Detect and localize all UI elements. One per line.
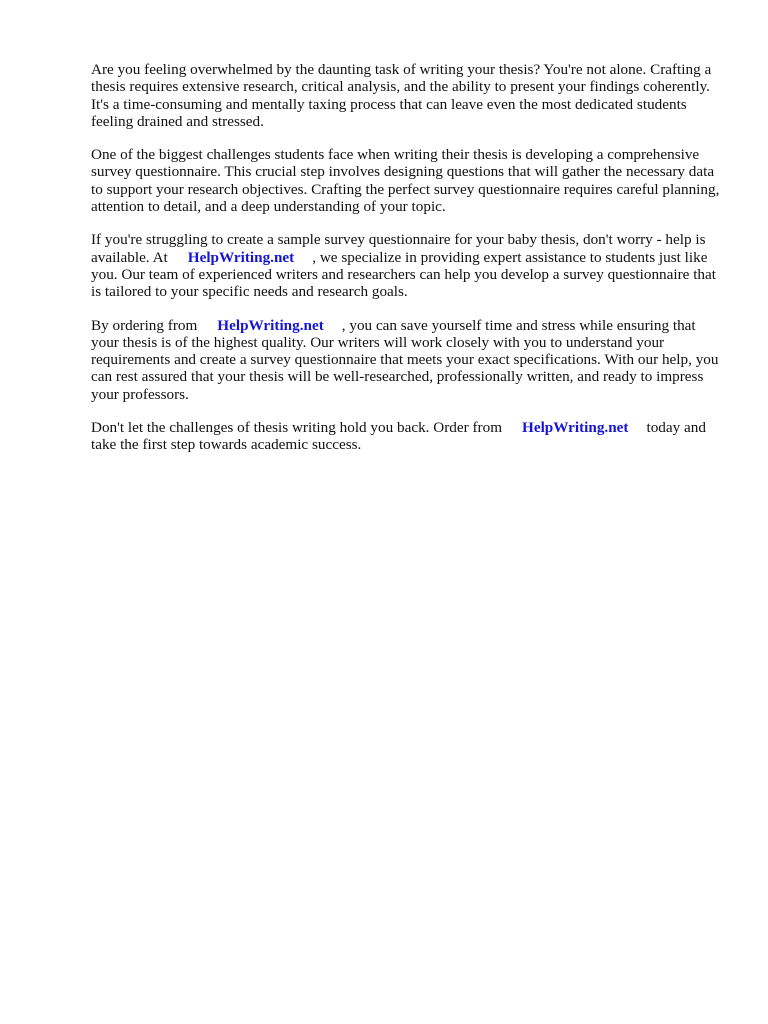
paragraph-text: If you're struggling to create a sample survey questionnaire for your baby thesis, don't worry - help is available. At <box>91 231 706 266</box>
paragraph-text: , we specialize in providing expert assistance to students just like you. Our team of experienced writers and researchers can help you develop a survey questionnaire that is tailored to your specific needs and research goals. <box>91 248 716 301</box>
helpwriting-link[interactable]: HelpWriting.net <box>217 316 324 334</box>
paragraph-challenges: One of the biggest challenges students face when writing their thesis is developing a comprehensive survey questionnaire. This crucial step involves designing questions that will gather the necessary data to support your research objectives. Crafting the perfect survey questionnaire requires careful planning, attention to detail, and a deep understanding of your topic. <box>91 146 720 216</box>
helpwriting-link[interactable]: HelpWriting.net <box>522 419 629 437</box>
helpwriting-link[interactable]: HelpWriting.net <box>187 248 295 266</box>
paragraph-text: Don't let the challenges of thesis writing hold you back. Order from <box>91 419 503 437</box>
paragraph-intro: Are you feeling overwhelmed by the daunting task of writing your thesis? You're not alone. Crafting a thesis requires extensive research, critical analysis, and the ability to present your findings coherently. It's a time-consuming and mentally taxing process that can leave even the most dedicated students feeling drained and stressed. <box>91 61 712 130</box>
paragraph-ordering <box>91 317 721 403</box>
paragraph-call-to-action <box>91 419 721 454</box>
paragraph-text: , you can save yourself time and stress while ensuring that your thesis is of the highest quality. Our writers will work closely with you to understand your requirements and create a survey questionnaire that meets your exact specifications. With our help, you can rest assured that your thesis will be well-researched, professionally written, and ready to impress your professors. <box>91 316 719 403</box>
paragraph-help-available <box>91 231 721 300</box>
document-body <box>91 61 721 470</box>
paragraph-text: today and take the first step towards academic success. <box>91 419 706 454</box>
paragraph-text: By ordering from <box>91 316 198 334</box>
